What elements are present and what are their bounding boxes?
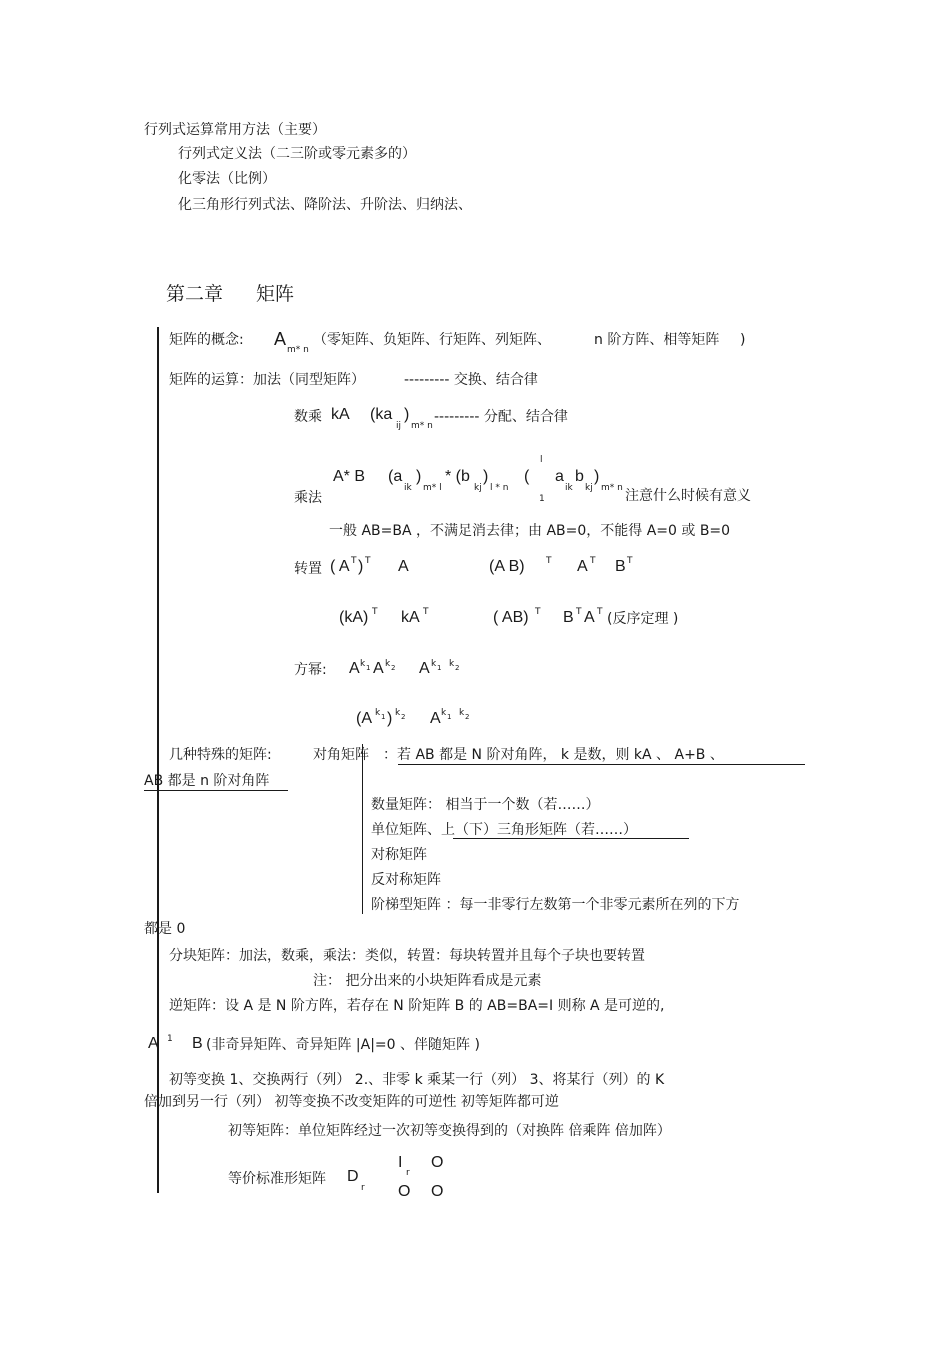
power-k2d: k xyxy=(459,708,465,718)
ops-aik: (a xyxy=(388,468,403,485)
power-k1a-sub: 1 xyxy=(366,664,371,672)
diag-underline xyxy=(398,764,805,765)
power-2close: ) xyxy=(387,710,393,727)
power-k2c-sub: 2 xyxy=(401,713,406,721)
std-O2: O xyxy=(398,1183,411,1200)
special-antisym: 反对称矩阵 xyxy=(371,872,441,888)
concept-sub: m* n xyxy=(287,345,309,355)
concept-close: ) xyxy=(740,332,746,348)
concept-A: A xyxy=(274,329,287,349)
ops-add-law: --------- 交换、结合律 xyxy=(404,372,538,388)
special-sym: 对称矩阵 xyxy=(371,847,427,863)
power-k1c-sub: 1 xyxy=(381,713,386,721)
ops-sum-bottom: 1 xyxy=(539,494,545,504)
power-A1: A xyxy=(349,660,360,677)
block-note: 注： 把分出来的小块矩阵看成是元素 xyxy=(313,973,542,989)
elementary-line1: 初等变换 1、交换两行（列） 2.、非零 k 乘某一行（列） 3、将某行（列）的 K xyxy=(169,1072,665,1088)
det-method-zero: 化零法（比例） xyxy=(178,171,276,187)
transpose-2b: A xyxy=(577,558,588,575)
std-O1: O xyxy=(431,1154,444,1171)
transpose-T2: T xyxy=(365,556,371,566)
transpose-2a: (A B) xyxy=(489,558,525,575)
transpose-T4: T xyxy=(590,556,596,566)
std-label: 等价标准形矩阵 xyxy=(228,1171,326,1187)
ops-bkj: b xyxy=(575,468,584,485)
transpose-note: (反序定理 ) xyxy=(607,611,679,627)
ops-general: 一般 AB=BA ，不满足消去律；由 AB=0，不能得 A=0 或 B=0 xyxy=(329,523,731,539)
ops-kj: kj xyxy=(474,483,482,493)
power-A3: A xyxy=(419,660,430,677)
transpose-1a: ( A xyxy=(330,558,350,575)
special-diag-desc2: AB 都是 n 阶对角阵 xyxy=(144,773,270,789)
block-text: 分块矩阵：加法，数乘，乘法：类似，转置：每块转置并且每个子块也要转置 xyxy=(169,948,645,964)
std-O3: O xyxy=(431,1183,444,1200)
transpose-T6: T xyxy=(372,607,378,617)
special-label: 几种特殊的矩阵: xyxy=(169,747,272,763)
concept-label: 矩阵的概念: xyxy=(169,332,244,348)
power-k2a: k xyxy=(385,659,391,669)
power-k1d: k xyxy=(441,708,447,718)
power-k2b-sub: 2 xyxy=(455,664,460,672)
ops-scalar-law: --------- 分配、结合律 xyxy=(434,409,568,425)
std-D: D xyxy=(347,1168,359,1185)
ops-aik2: a xyxy=(555,468,564,485)
power-k1d-sub: 1 xyxy=(447,713,452,721)
transpose-4c: A xyxy=(584,609,595,626)
ops-sum-top: l xyxy=(540,455,543,465)
inverse-exp: 1 xyxy=(167,1034,173,1044)
inverse-B: B xyxy=(192,1035,203,1052)
special-echelon2: 都是 0 xyxy=(144,921,186,937)
transpose-T5: T xyxy=(627,556,633,566)
ops-scalar-label: 数乘 xyxy=(294,409,322,425)
elementary-matrix: 初等矩阵：单位矩阵经过一次初等变换得到的（对换阵 倍乘阵 倍加阵） xyxy=(228,1123,671,1139)
power-A2: A xyxy=(373,660,384,677)
transpose-1b: ) xyxy=(358,558,364,575)
ops-add-label: 矩阵的运算：加法（同型矩阵） xyxy=(169,372,365,388)
ops-mn2: m* n xyxy=(601,483,623,493)
inverse-A: A xyxy=(148,1035,159,1052)
det-title: 行列式运算常用方法（主要） xyxy=(144,122,326,138)
transpose-4a: ( AB) xyxy=(493,609,529,626)
ops-ij: ij xyxy=(396,421,402,431)
transpose-T8: T xyxy=(535,607,541,617)
ops-ka: (ka xyxy=(370,406,393,423)
power-k2c: k xyxy=(395,708,401,718)
unit-underline xyxy=(453,838,689,839)
power-k1b-sub: 1 xyxy=(437,664,442,672)
ops-ka-close: ) xyxy=(404,406,410,423)
ops-kA: kA xyxy=(331,406,350,423)
transpose-label: 转置 xyxy=(294,561,322,577)
power-k2b: k xyxy=(449,659,455,669)
power-2a: (A xyxy=(356,710,372,727)
ops-close3: ) xyxy=(483,468,489,485)
concept-list: （零矩阵、负矩阵、行矩阵、列矩阵、 xyxy=(313,332,551,348)
det-method-triangle: 化三角形行列式法、降阶法、升阶法、归纳法、 xyxy=(178,197,472,213)
power-A4: A xyxy=(430,710,441,727)
transpose-1c: A xyxy=(398,558,409,575)
chapter-title: 矩阵 xyxy=(256,283,295,305)
special-scalar: 数量矩阵： 相当于一个数（若……） xyxy=(371,797,600,813)
chapter-number: 第二章 xyxy=(166,283,224,305)
ops-mul-note: 注意什么时候有意义 xyxy=(625,488,751,504)
elementary-line2: 倍加到另一行（列） 初等变换不改变矩阵的可逆性 初等矩阵都可逆 xyxy=(144,1094,559,1110)
transpose-4b: B xyxy=(563,609,574,626)
ops-AB: A* B xyxy=(333,468,366,485)
std-D-sub: r xyxy=(361,1183,365,1193)
ops-ik: ik xyxy=(404,483,412,493)
ops-star: * (b xyxy=(445,468,470,485)
transpose-T9: T xyxy=(576,607,582,617)
special-diag: 对角矩阵 xyxy=(313,747,369,763)
transpose-3b: kA xyxy=(401,609,420,626)
ops-mul-label: 乘法 xyxy=(294,490,322,506)
std-I-sub: r xyxy=(406,1168,410,1178)
ops-ik2: ik xyxy=(565,483,573,493)
power-k1b: k xyxy=(431,659,437,669)
inverse-rest: (非奇异矩阵、奇异矩阵 |A|=0 、伴随矩阵 ) xyxy=(206,1037,480,1053)
std-I: I xyxy=(398,1154,403,1171)
ops-close2: ) xyxy=(416,468,422,485)
transpose-3a: (kA) xyxy=(339,609,369,626)
transpose-T1: T xyxy=(351,556,357,566)
power-k2d-sub: 2 xyxy=(465,713,470,721)
ops-ln: l * n xyxy=(490,483,509,493)
special-echelon: 阶梯型矩阵 ：每一非零行左数第一个非零元素所在列的下方 xyxy=(371,897,740,913)
det-method-definition: 行列式定义法（二三阶或零元素多的） xyxy=(178,146,416,162)
section-bracket-line xyxy=(157,327,159,1193)
transpose-T10: T xyxy=(597,607,603,617)
ops-kj2: kj xyxy=(585,483,593,493)
concept-list2: n 阶方阵、相等矩阵 xyxy=(594,332,720,348)
power-k1a: k xyxy=(360,659,366,669)
ops-close4: ) xyxy=(594,468,600,485)
power-k1c: k xyxy=(375,708,381,718)
ops-mn: m* n xyxy=(411,421,433,431)
inverse-text: 逆矩阵：设 A 是 N 阶方阵，若存在 N 阶矩阵 B 的 AB=BA=I 则称 A 是可逆的, xyxy=(169,998,665,1014)
transpose-T7: T xyxy=(423,607,429,617)
ops-ml: m* l xyxy=(423,483,442,493)
special-unit: 单位矩阵、上（下）三角形矩阵（若……） xyxy=(371,822,637,838)
special-diag-desc: ：若 AB 都是 N 阶对角阵， k 是数，则 kA 、 A+B 、 xyxy=(383,747,724,763)
power-label: 方幂: xyxy=(294,662,327,678)
diag-underline2 xyxy=(144,790,288,791)
ops-paren: ( xyxy=(524,468,530,485)
transpose-T3: T xyxy=(546,556,552,566)
transpose-2c: B xyxy=(615,558,626,575)
special-bracket-line xyxy=(362,744,363,914)
power-k2a-sub: 2 xyxy=(391,664,396,672)
